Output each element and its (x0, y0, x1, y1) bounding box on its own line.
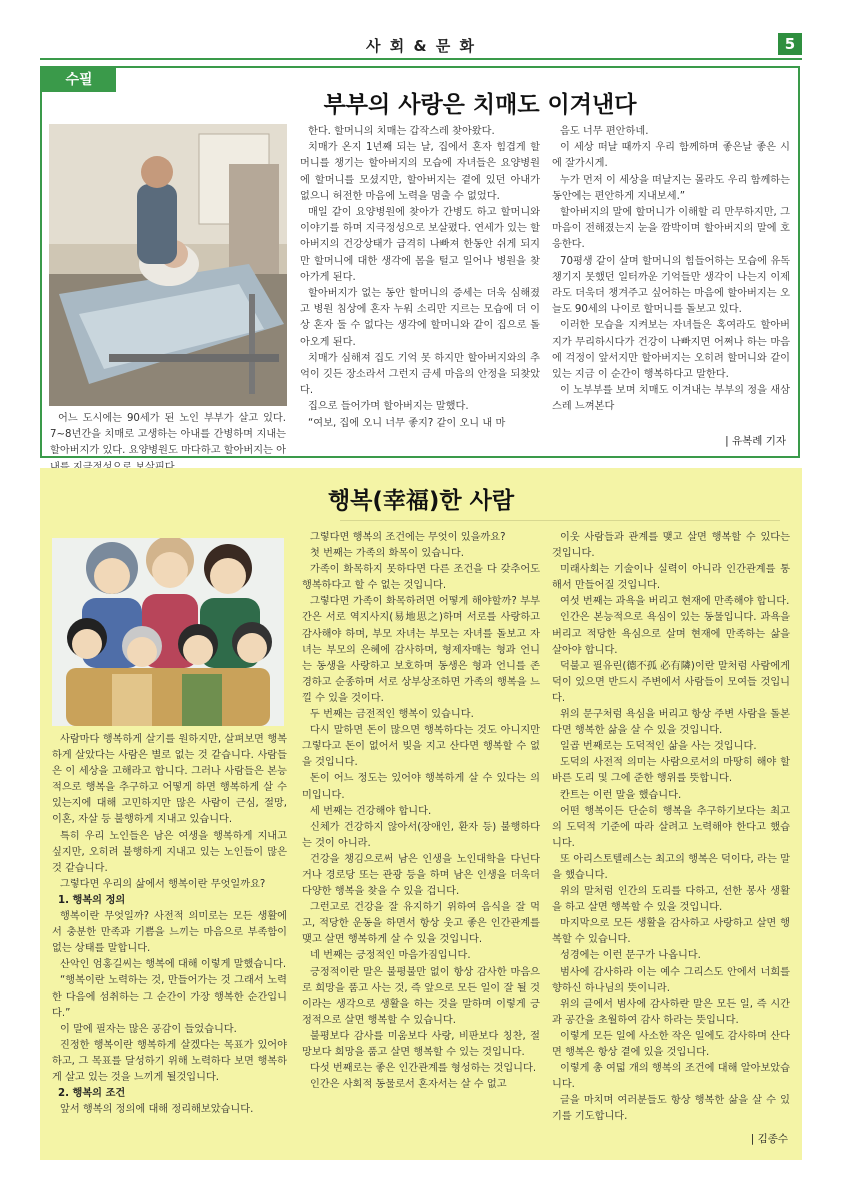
paragraph: 도덕의 사전적 의미는 사람으로서의 마땅히 해야 할 바른 도리 및 그에 준한 행위를 뜻합니다. (552, 757, 790, 785)
paragraph: 누가 먼저 이 세상을 떠날지는 몰라도 우리 함께하는 동안에는 편안하게 지내보세.” (552, 174, 790, 202)
paragraph: 미래사회는 기술이나 실력이 아니라 인간관계를 통해서 만들어질 것입니다. (552, 564, 790, 592)
paragraph: 할아버지의 말에 할머니가 이해할 리 만무하지만, 그 마음이 전해졌는지 눈을 깜박이며 할아버지의 말에 호응한다. (552, 207, 790, 251)
paragraph: 사람마다 행복하게 살기를 원하지만, 살펴보면 행복하게 살았다는 사람은 별로 없는 것 같습니다. 사람들은 이 세상을 고해라고 합니다. 그러나 사람들은 본능적으로 행복을 추구하고 어떻게 하면 행복하게 살 수 있는지에 대해 고민하지만 많은 사람이 근심, 절망, 이혼, 자살 등 불행하게 지내고 있습니다. (52, 734, 287, 826)
paragraph: 인간은 사회적 동물로서 혼자서는 살 수 없고 (310, 1079, 507, 1091)
paragraph: 어떤 행복이든 단순히 행복을 추구하기보다는 최고의 도덕적 기준에 따라 살려고 노력해야 한다고 했습니다. (552, 805, 790, 849)
paragraph: 행복이란 무엇일까? 사전적 의미로는 모든 생활에서 충분한 만족과 기쁨을 느끼는 마음으로 부족함이 없는 상태를 말합니다. (52, 911, 287, 955)
page-header (40, 33, 802, 57)
paragraph: 어느 도시에는 90세가 된 노인 부부가 살고 있다. 7~8년간을 치매로 고생하는 아내를 간병하며 지내는 할아버지가 있다. 요양병원도 마다하고 할아버지는 아 (50, 413, 286, 457)
paragraph: 이러한 모습을 지켜보는 자녀들은 혹여라도 할아버지가 무리하시다가 건강이 나빠지면 어쩌나 하는 마음에 걱정이 앞서지만 할아버지는 오히려 할머니와 같이 있는 지금 이 순간이 행복하다고 말한다. (552, 320, 790, 381)
paragraph: 이 세상 떠날 때까지 우리 함께하며 좋은날 좋은 시에 잘가시게. (552, 142, 790, 170)
article-title: 행복(幸福)한 사람 (327, 488, 515, 514)
paragraph: 일곱 번째로는 도덕적인 삶을 사는 것입니다. (560, 741, 757, 753)
paragraph: 세 번째는 건강해야 합니다. (310, 805, 432, 817)
paragraph: 성경에는 이런 문구가 나옵니다. (560, 950, 701, 962)
paragraph: 인간은 본능적으로 욕심이 있는 동물입니다. 과욕을 버리고 적당한 욕심으로 살며 현재에 만족하는 삶을 살아야 합니다. (552, 612, 790, 656)
byline: | 유복례 기자 (725, 435, 786, 447)
paragraph: 또 아리스토텔레스는 최고의 행복은 덕이다, 라는 말을 했습니다. (552, 853, 790, 881)
paragraph: 위의 문구처럼 욕심을 버리고 항상 주변 사람을 돌본다면 행복한 삶을 살 수 있을 것입니다. (552, 709, 790, 737)
section-heading: 1. 행복의 정의 (58, 894, 126, 906)
page-number: 5 (778, 33, 802, 55)
paragraph: 할아버지가 없는 동안 할머니의 증세는 더욱 심해졌고 병원 침상에 혼자 누워 소리만 지르는 모습에 더 이상 혼자 둘 수 없다는 생각에 할머니와 같이 집으로 돌아오게 된다. (300, 288, 540, 348)
paragraph: 이렇게 모든 일에 사소한 작은 일에도 감사하며 산다면 행복은 항상 곁에 있을 것입니다. (552, 1030, 790, 1058)
paragraph: 덕불고 필유린(德不孤 必有隣)이란 말처럼 사람에게 덕이 있으면 반드시 주변에서 사람들이 모여들 것입니다. (552, 660, 790, 704)
paragraph: 첫 번째는 가족의 화목이 있습니다. (310, 548, 464, 560)
paragraph: 치매가 심해져 집도 기억 못 하지만 할아버지와의 추억이 깃든 장소라서 그런지 금세 마음의 안정을 되찾았다. (300, 352, 540, 397)
paragraph: 가족이 화목하지 못하다면 다른 조건을 다 갖추어도 행복하다고 할 수 없는 것입니다. (302, 564, 540, 592)
paragraph: 건강을 챙김으로써 남은 인생을 노인대학을 다닌다거나 경로당 또는 관광 등을 하며 남은 인생을 더욱더 다양한 행복을 찾을 수 있을 겁니다. (302, 853, 540, 898)
section-heading: 2. 행복의 조건 (58, 1088, 126, 1100)
paragraph: “여보, 집에 오니 너무 좋지? 같이 오니 내 마 (308, 417, 506, 429)
paragraph: 진정한 행복이란 행복하게 살겠다는 목표가 있어야 하고, 그 목표를 달성하기 위해 노력하다 보면 행복하게 살고 있는 것을 느끼게 될것입니다. (52, 1039, 287, 1083)
paragraph: 마지막으로 모든 생활을 감사하고 사랑하고 살면 행복할 수 있습니다. (552, 918, 790, 946)
paragraph: 한다. 할머니의 치매는 갑작스레 찾아왔다. (308, 126, 495, 137)
paragraph: 특히 우리 노인들은 남은 여생을 행복하게 지내고 싶지만, 오히려 불행하게 지내고 있는 노인들이 많은 것 같습니다. (52, 830, 287, 874)
paragraph: 범사에 감사하라 이는 예수 그리스도 안에서 너희를 향하신 하나님의 뜻이니라. (552, 966, 790, 994)
title-divider (340, 520, 780, 521)
elderly-care-photo-icon (49, 124, 287, 406)
paragraph: 70평생 같이 살며 할머니의 힘들어하는 모습에 유독 챙기지 못했던 일터까운 기억들만 생각이 나는지 이제라도 더욱더 챙겨주고 싶어하는 마음에 할아버지는 오늘도 90세의 나이로 할머니를 돌보고 있다. (552, 255, 790, 316)
paragraph: 그렇다면 가족이 화목하려면 어떻게 해야할까? 부부간은 서로 역지사지(易地思之)하며 서로를 사랑하고 감사해야 하며, 부모 자녀는 부모는 자녀를 돌보고 자녀는 부모의 은혜에 감사하며, 형제자매는 형과 언니는 동생을 사랑하고 보호하며 동생은 형과 언니를 존경하고 순종하며 서로 상부상조하면 가족의 행복을 느낄 수 있을 것이다. (302, 596, 540, 704)
paragraph: 긍정적이란 말은 불평불만 없이 항상 감사한 마음으로 희망을 품고 사는 것, 즉 앞으로 모든 일이 잘 될 것이라는 생각으로 생활을 하는 것을 말하며 이렇게 긍정적으로 살면 행복할 수 있습니다. (302, 966, 540, 1026)
paragraph: 이렇게 총 여덟 개의 행복의 조건에 대해 알아보았습니다. (552, 1063, 790, 1091)
paragraph: 돈이 어느 정도는 있어야 행복하게 살 수 있다는 의미입니다. (302, 773, 540, 801)
article-title: 부부의 사랑은 치매도 이겨낸다 (323, 92, 637, 118)
paragraph: 위의 글에서 범사에 감사하란 말은 모든 일, 즉 시간과 공간을 초월하여 감사 하라는 뜻입니다. (552, 998, 790, 1026)
essay-column-3 (552, 124, 790, 416)
family-painting-icon (52, 538, 284, 726)
paragraph: “행복이란 노력하는 것, 만들어가는 것 그래서 노력한 다음에 섬취하는 그 순간이 가장 행복한 순간입니다.” (52, 975, 287, 1019)
paragraph: 이 노부부를 보며 치매도 이겨내는 부부의 정을 새삼스레 느껴본다 (552, 385, 790, 413)
paragraph: 글을 마치며 여러분들도 항상 행복한 삶을 살 수 있기를 기도합니다. (552, 1095, 790, 1123)
paragraph: 음도 너무 편안하네. (560, 126, 649, 137)
paragraph: 칸트는 이런 말을 했습니다. (560, 789, 682, 801)
paragraph: 위의 말처럼 인간의 도리를 다하고, 선한 봉사 생활을 하고 살면 행복할 수 있을 것입니다. (552, 886, 790, 914)
paragraph: 네 번째는 긍정적인 마음가짐입니다. (310, 950, 471, 962)
happiness-column-2 (302, 530, 540, 1093)
paragraph: 두 번째는 금전적인 행복이 있습니다. (310, 709, 474, 721)
paragraph: 그런고로 건강을 잘 유지하기 위하여 음식을 잘 먹고, 적당한 운동을 하면서 항상 웃고 좋은 인간관계를 맺고 살면 행복하게 살 수 있을 것입니다. (302, 902, 540, 946)
byline: | 김종수 (750, 1133, 788, 1145)
happiness-column-1 (52, 732, 287, 1118)
paragraph: 치매가 온지 1년째 되는 날, 집에서 혼자 힘겹게 할머니를 챙기는 할아버지의 모습에 자녀들은 요양병원에 할머니를 모셨지만, 할아버지는 곁에 있던 아내가 없으니 허전한 마음에 노력을 멈출 수 없었다. (300, 142, 540, 202)
header-divider (40, 58, 802, 60)
paragraph: 그렇다면 우리의 삶에서 행복이란 무엇일까요? (60, 878, 266, 890)
article-happiness (40, 468, 802, 1160)
paragraph: 이웃 사람들과 관계를 맺고 살면 행복할 수 있다는 것입니다. (552, 532, 790, 560)
paragraph: 다섯 번째로는 좋은 인간관계를 형성하는 것입니다. (310, 1063, 537, 1075)
paragraph: 집으로 들어가며 할아버지는 말했다. (308, 401, 469, 413)
section-name: 사 회 & 문 화 (366, 37, 476, 55)
paragraph: 여섯 번째는 과욕을 버리고 현재에 만족해야 합니다. (560, 596, 790, 608)
category-tag: 수필 (42, 68, 116, 92)
happiness-column-3 (552, 530, 790, 1125)
paragraph: 다시 말하면 돈이 많으면 행복하다는 것도 아니지만 그렇다고 돈이 없어서 빚을 지고 산다면 행복할 수 없을 것입니다. (302, 725, 540, 769)
paragraph: 앞서 행복의 정의에 대해 정리해보았습니다. (60, 1104, 254, 1116)
paragraph: 이 말에 필자는 많은 공감이 들었습니다. (60, 1023, 237, 1035)
paragraph: 신체가 건강하지 않아서(장애인, 환자 등) 불행하다는 것이 아니라. (302, 821, 540, 849)
article-essay (40, 66, 800, 458)
paragraph: 불평보다 감사를 미움보다 사랑, 비판보다 칭찬, 절망보다 희망을 품고 살면 행복할 수 있는 것입니다. (302, 1030, 540, 1058)
paragraph: 산악인 엄홍길씨는 행복에 대해 이렇게 말했습니다. (60, 959, 287, 971)
paragraph: 매일 같이 요양병원에 찾아가 간병도 하고 할머니와 이야기를 하며 지극정성으로 보살폈다. 연세가 있는 할아버지의 건강상태가 급격히 나빠져 한동안 쉬게 되지만 할머니에 대한 생각에 몸을 털고 일어나 병원을 찾아가게 된다. (300, 207, 540, 283)
essay-column-2 (300, 124, 540, 432)
paragraph: 그렇다면 행복의 조건에는 무엇이 있을까요? (310, 532, 506, 543)
